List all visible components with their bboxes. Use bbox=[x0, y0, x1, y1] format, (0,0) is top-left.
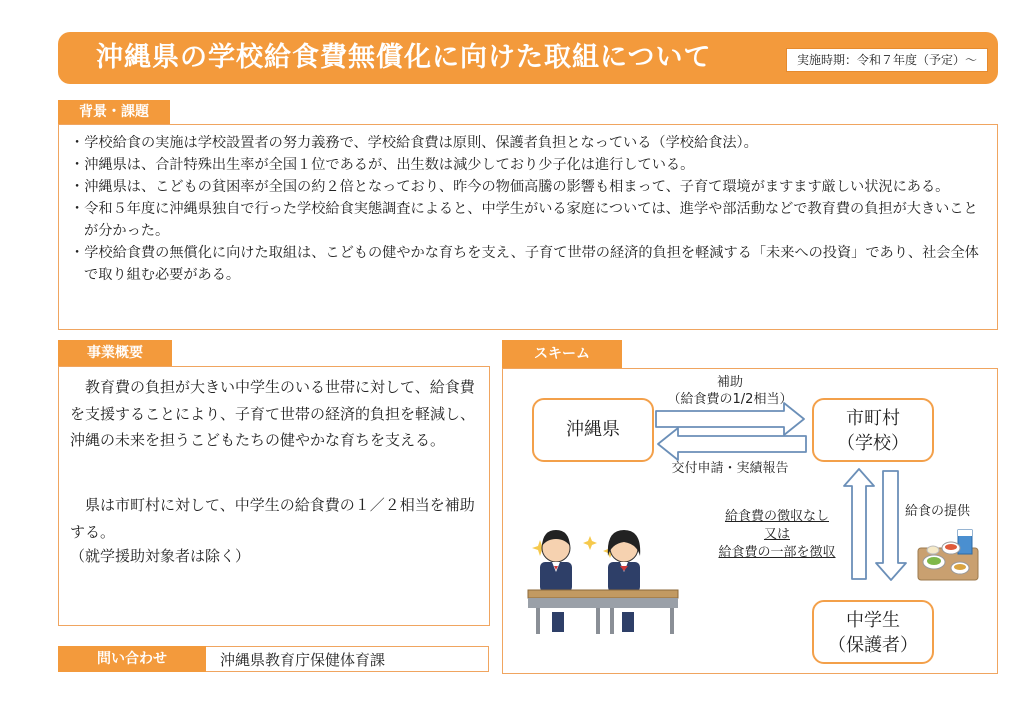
students-illustration bbox=[528, 530, 678, 634]
school-lunch-icon bbox=[918, 530, 978, 580]
list-item: ・ 沖縄県は、こどもの貧困率が全国の約２倍となっており、昨今の物価高騰の影響も相まって、子育て環境がますます厳しい状況にある。 bbox=[70, 176, 988, 198]
collection-label-line2: 又は bbox=[763, 527, 790, 542]
collection-arrow bbox=[844, 469, 874, 579]
municipality-label: 市町村 bbox=[846, 408, 900, 429]
node-prefecture: 沖縄県 bbox=[532, 398, 654, 462]
overview-note: （就学援助対象者は除く） bbox=[70, 547, 251, 565]
list-item: ・ 学校給食費の無償化に向けた取組は、こどもの健やかな育ちを支え、子育て世帯の経済的負担を軽減する「未来への投資」であり、社会全体で取り組む必要がある。 bbox=[70, 242, 988, 286]
contact-value: 沖縄県教育庁保健体育課 bbox=[220, 651, 386, 669]
overview-paragraph-1: 教育費の負担が大きい中学生のいる世帯に対して、給食費を支援することにより、子育て世帯の経済的負担を軽減し、沖縄の未来を担うこどもたちの健やかな育ちを支える。 bbox=[70, 378, 476, 449]
student-sublabel: （保護者） bbox=[828, 635, 918, 656]
collection-label-line3: 給食費の一部を徴収 bbox=[718, 545, 836, 560]
list-item: ・ 沖縄県は、合計特殊出生率が全国１位であるが、出生数は減少しており少子化は進行している。 bbox=[70, 154, 988, 176]
overview-tab: 事業概要 bbox=[58, 340, 172, 366]
provision-arrow bbox=[876, 471, 906, 580]
implementation-period: 実施時期：令和７年度（予定）～ bbox=[786, 48, 988, 72]
page-title: 沖縄県の学校給食費無償化に向けた取組について bbox=[96, 42, 712, 73]
scheme-tab: スキーム bbox=[502, 340, 622, 368]
list-item: ・ 学校給食の実施は学校設置者の努力義務で、学校給食費は原則、保護者負担となっている（学校給食法）。 bbox=[70, 132, 988, 154]
collection-label-line1: 給食費の徴収なし bbox=[724, 509, 829, 524]
background-tab: 背景・課題 bbox=[58, 100, 170, 124]
contact-tab: 問い合わせ bbox=[58, 646, 206, 672]
subsidy-label-line1: 補助 bbox=[716, 375, 743, 390]
report-label: 交付申請・実績報告 bbox=[671, 461, 789, 476]
municipality-sublabel: （学校） bbox=[837, 433, 909, 454]
list-item: ・ 令和５年度に沖縄県独自で行った学校給食実態調査によると、中学生がいる家庭については、進学や部活動などで教育費の負担が大きいことが分かった。 bbox=[70, 198, 988, 242]
student-label: 中学生 bbox=[846, 610, 900, 631]
overview-paragraph-2: 県は市町村に対して、中学生の給食費の１／２相当を補助する。 bbox=[70, 496, 475, 541]
provide-label: 給食の提供 bbox=[905, 504, 971, 519]
subsidy-label-line2: （給食費の1/2相当） bbox=[667, 392, 793, 407]
